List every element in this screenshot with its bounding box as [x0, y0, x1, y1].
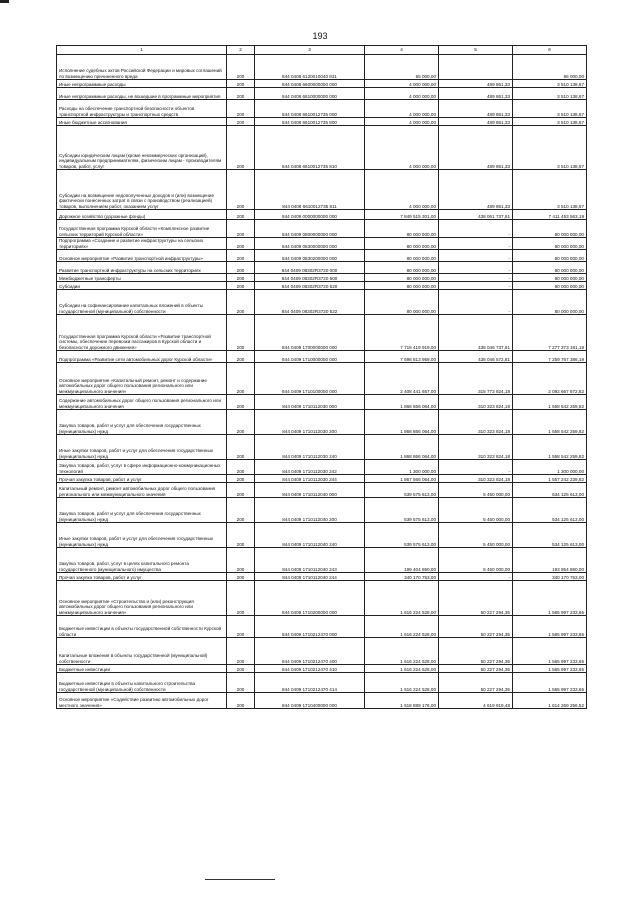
- row-remainder: 80 000 000,00: [513, 250, 587, 262]
- table-row: [57, 693, 587, 709]
- row-remainder: 1 558 542 259,82: [513, 435, 587, 460]
- row-executed: -: [439, 573, 513, 581]
- table-row: [57, 118, 587, 126]
- row-code: 844 0409 0830200000 000: [255, 250, 365, 262]
- row-executed: 5 450 000,00: [439, 548, 513, 573]
- table-row: [57, 665, 587, 673]
- row-code: 844 0409 08302R3720 520: [255, 282, 365, 290]
- row-grbs: 200: [227, 220, 255, 238]
- row-executed: 50 227 294,35: [439, 581, 513, 616]
- table-row: [57, 80, 587, 88]
- table-row: [57, 250, 587, 262]
- header-col-5: 5: [439, 46, 513, 55]
- row-executed: 438 061 737,81: [439, 210, 513, 220]
- row-remainder: 2 092 667 872,82: [513, 363, 587, 395]
- row-name: Субсидии на софинансирование капитальных вложений в объекты государственной (муниципальной) собственности: [57, 290, 227, 315]
- row-grbs: 200: [227, 616, 255, 638]
- row-code: 844 0409 1710112030 200: [255, 410, 365, 435]
- row-plan: 4 000 000,00: [365, 100, 439, 118]
- row-plan: 1 868 866 064,00: [365, 410, 439, 435]
- row-name: Закупка товаров, работ, услуг в целях капитального ремонта государственного (муниципального) имущества: [57, 548, 227, 573]
- row-plan: 1 616 224 528,00: [365, 581, 439, 616]
- row-plan: 4 000 000,00: [365, 170, 439, 210]
- row-grbs: 200: [227, 395, 255, 410]
- row-executed: 489 861,33: [439, 118, 513, 126]
- row-plan: 539 575 613,00: [365, 523, 439, 548]
- table-header-row: [57, 46, 587, 55]
- row-remainder: 3 510 138,67: [513, 118, 587, 126]
- row-remainder: 340 170 753,00: [513, 573, 587, 581]
- row-remainder: 1 558 542 259,82: [513, 410, 587, 435]
- row-remainder: 3 510 138,67: [513, 80, 587, 88]
- row-remainder: 1 565 997 233,65: [513, 673, 587, 693]
- row-name: Прочая закупка товаров, работ и услуг: [57, 573, 227, 581]
- row-remainder: 1 565 997 233,65: [513, 581, 587, 616]
- row-grbs: 200: [227, 100, 255, 118]
- row-remainder: 534 125 613,00: [513, 483, 587, 498]
- row-plan: 4 000 000,00: [365, 88, 439, 100]
- table-row: [57, 315, 587, 351]
- row-plan: 80 000 000,00: [365, 274, 439, 282]
- table-row: [57, 363, 587, 395]
- row-code: 844 0408 6610012735 800: [255, 118, 365, 126]
- header-col-4: 4: [365, 46, 439, 55]
- row-plan: 1 616 224 528,00: [365, 638, 439, 665]
- row-plan: 7 698 813 959,00: [365, 351, 439, 363]
- row-grbs: 200: [227, 88, 255, 100]
- row-grbs: 200: [227, 581, 255, 616]
- row-plan: 1 616 224 528,00: [365, 616, 439, 638]
- row-executed: 310 323 824,18: [439, 395, 513, 410]
- row-plan: 2 408 441 657,00: [365, 363, 439, 395]
- row-code: 844 0409 1710200000 000: [255, 581, 365, 616]
- row-grbs: 200: [227, 548, 255, 573]
- row-code: 844 0409 1710212470 000: [255, 616, 365, 638]
- row-grbs: 200: [227, 55, 255, 80]
- row-executed: 50 227 294,35: [439, 638, 513, 665]
- row-name: Иные закупки товаров, работ и услуг для обеспечения государственных (муниципальных) нужд: [57, 435, 227, 460]
- table-row: [57, 238, 587, 250]
- row-name: Бюджетные инвестиции: [57, 665, 227, 673]
- row-executed: 50 227 294,35: [439, 673, 513, 693]
- row-executed: 310 323 824,18: [439, 475, 513, 483]
- row-code: 844 0409 1710112040 244: [255, 573, 365, 581]
- row-grbs: 200: [227, 693, 255, 709]
- table-row: [57, 126, 587, 170]
- row-grbs: 200: [227, 238, 255, 250]
- table-row: [57, 55, 587, 80]
- row-remainder: 1 558 542 259,82: [513, 395, 587, 410]
- row-plan: 340 170 753,00: [365, 573, 439, 581]
- row-executed: 489 861,33: [439, 88, 513, 100]
- row-code: 844 0409 08302R3720 500: [255, 274, 365, 282]
- row-remainder: 1 565 997 233,65: [513, 616, 587, 638]
- row-executed: 489 861,33: [439, 170, 513, 210]
- row-name: Субсидии на возмещение недополученных доходов и (или) возмещение фактически понесенных затрат в связи с производством (реализацией) товаров, выполнением работ, оказанием услуг: [57, 170, 227, 210]
- row-remainder: 3 510 138,67: [513, 126, 587, 170]
- row-grbs: 200: [227, 483, 255, 498]
- row-grbs: 200: [227, 460, 255, 475]
- row-name: Подпрограмма «Создание и развитие инфраструктуры на сельских территориях»: [57, 238, 227, 250]
- row-name: Капитальные вложения в объекты государственной (муниципальной) собственности: [57, 638, 227, 665]
- row-grbs: 200: [227, 262, 255, 274]
- row-code: 844 0409 0830000000 000: [255, 238, 365, 250]
- header-col-6: 6: [513, 46, 587, 55]
- row-grbs: 200: [227, 363, 255, 395]
- row-plan: 1 868 866 064,00: [365, 395, 439, 410]
- row-remainder: 3 510 138,67: [513, 88, 587, 100]
- row-code: 844 0408 6610012735 810: [255, 126, 365, 170]
- row-remainder: 193 954 860,00: [513, 548, 587, 573]
- scan-corner-mark: [0, 0, 9, 3]
- table-row: [57, 170, 587, 210]
- row-name: Основное мероприятие «Развитие транспортной инфраструктуры»: [57, 250, 227, 262]
- row-code: 844 0408 6610012735 811: [255, 170, 365, 210]
- row-name: Основное мероприятие «Строительство и (или) реконструкция автомобильных дорог общего пользования регионального или межмуниципального значения»: [57, 581, 227, 616]
- row-grbs: 200: [227, 573, 255, 581]
- table-row: [57, 638, 587, 665]
- row-grbs: 200: [227, 351, 255, 363]
- row-code: 844 0409 1710000000 000: [255, 351, 365, 363]
- table-row: [57, 573, 587, 581]
- row-plan: 7 715 419 919,00: [365, 315, 439, 351]
- row-remainder: 1 565 997 233,65: [513, 638, 587, 665]
- row-executed: 438 046 572,81: [439, 351, 513, 363]
- row-name: Иные непрограммные расходы: [57, 80, 227, 88]
- row-plan: 80 000 000,00: [365, 238, 439, 250]
- row-plan: 80 000 000,00: [365, 290, 439, 315]
- row-name: Субсидии юридическим лицам (кроме некоммерческих организаций), индивидуальным предпринимателям, физическим лицам - производителям товаров, работ, услуг: [57, 126, 227, 170]
- row-name: Иные непрограммные расходы, не вошедшие в программные мероприятия: [57, 88, 227, 100]
- row-code: 844 0409 0000000000 000: [255, 210, 365, 220]
- row-plan: 4 000 000,00: [365, 126, 439, 170]
- row-code: 844 0409 1710100000 000: [255, 363, 365, 395]
- table-row: [57, 290, 587, 315]
- row-name: Прочая закупка товаров, работ и услуг: [57, 475, 227, 483]
- row-name: Бюджетные инвестиции в объекты государственной собственности Курской области: [57, 616, 227, 638]
- table-row: [57, 100, 587, 118]
- row-executed: 438 046 737,81: [439, 315, 513, 351]
- row-code: 844 0409 08302R3720 000: [255, 262, 365, 274]
- row-plan: 7 849 515 301,00: [365, 210, 439, 220]
- row-code: 844 0409 1710112030 244: [255, 475, 365, 483]
- row-grbs: 200: [227, 475, 255, 483]
- table-row: [57, 616, 587, 638]
- row-grbs: 200: [227, 250, 255, 262]
- row-remainder: 1 557 242 239,82: [513, 475, 587, 483]
- row-name: Закупка товаров, работ и услуг для обеспечения государственных (муниципальных) нужд: [57, 410, 227, 435]
- row-plan: 1 616 224 528,00: [365, 673, 439, 693]
- row-code: 844 0409 08302R3720 522: [255, 290, 365, 315]
- row-name: Государственная программа Курской области «Комплексное развитие сельских территорий Курской области»: [57, 220, 227, 238]
- row-executed: -: [439, 238, 513, 250]
- row-executed: -: [439, 262, 513, 274]
- row-executed: 50 227 294,35: [439, 665, 513, 673]
- row-remainder: 7 277 373 181,19: [513, 315, 587, 351]
- row-code: 844 0408 6610000000 000: [255, 88, 365, 100]
- row-plan: 4 000 000,00: [365, 118, 439, 126]
- row-code: 844 0408 6600000000 000: [255, 80, 365, 88]
- row-remainder: 80 000 000,00: [513, 262, 587, 274]
- row-executed: -: [439, 460, 513, 475]
- row-grbs: 200: [227, 80, 255, 88]
- row-remainder: 1 614 269 256,52: [513, 693, 587, 709]
- row-name: Субсидии: [57, 282, 227, 290]
- row-executed: 310 323 824,18: [439, 435, 513, 460]
- row-name: Основное мероприятие «Содействие развитию автомобильных дорог местного значения»: [57, 693, 227, 709]
- row-code: 844 0409 1710112040 000: [255, 483, 365, 498]
- row-executed: 310 323 824,18: [439, 410, 513, 435]
- row-grbs: 200: [227, 282, 255, 290]
- row-plan: 539 575 613,00: [365, 498, 439, 523]
- row-grbs: 200: [227, 126, 255, 170]
- row-remainder: 7 411 453 563,19: [513, 210, 587, 220]
- row-grbs: 200: [227, 170, 255, 210]
- table-row: [57, 282, 587, 290]
- table-row: [57, 498, 587, 523]
- row-grbs: 200: [227, 665, 255, 673]
- row-plan: 80 000 000,00: [365, 282, 439, 290]
- row-executed: -: [439, 220, 513, 238]
- row-executed: 5 450 000,00: [439, 498, 513, 523]
- row-grbs: 200: [227, 435, 255, 460]
- row-name: Иные бюджетные ассигнования: [57, 118, 227, 126]
- row-plan: 1 300 000,00: [365, 460, 439, 475]
- row-remainder: 534 125 613,00: [513, 523, 587, 548]
- header-col-2: 2: [227, 46, 255, 55]
- row-grbs: 200: [227, 274, 255, 282]
- row-grbs: 200: [227, 410, 255, 435]
- row-grbs: 200: [227, 523, 255, 548]
- row-executed: 489 861,33: [439, 100, 513, 118]
- row-remainder: 80 000 000,00: [513, 290, 587, 315]
- row-executed: -: [439, 250, 513, 262]
- row-plan: 539 575 613,00: [365, 483, 439, 498]
- row-code: 844 0409 1710112030 242: [255, 460, 365, 475]
- row-plan: 1 868 866 064,00: [365, 435, 439, 460]
- row-plan: 80 000 000,00: [365, 220, 439, 238]
- row-name: Дорожное хозяйство (дорожные фонды): [57, 210, 227, 220]
- budget-table: [56, 45, 587, 709]
- row-code: 844 0409 0800000000 000: [255, 220, 365, 238]
- row-name: Закупка товаров, работ, услуг в сфере информационно-коммуникационных технологий: [57, 460, 227, 475]
- row-executed: -: [439, 290, 513, 315]
- row-remainder: 1 565 997 233,65: [513, 665, 587, 673]
- footer-rule: [205, 879, 275, 880]
- row-executed: -: [439, 282, 513, 290]
- page-number: 193: [312, 31, 328, 41]
- row-remainder: 534 125 613,00: [513, 498, 587, 523]
- row-grbs: 200: [227, 673, 255, 693]
- row-code: 844 0409 1710212470 410: [255, 665, 365, 673]
- row-code: 844 0408 6120010040 831: [255, 55, 365, 80]
- row-name: Закупка товаров, работ и услуг для обеспечения государственных (муниципальных) нужд: [57, 498, 227, 523]
- row-code: 844 0409 1710112030 000: [255, 395, 365, 410]
- row-executed: 5 450 000,00: [439, 523, 513, 548]
- row-remainder: 7 259 767 386,19: [513, 351, 587, 363]
- row-executed: 489 861,33: [439, 80, 513, 88]
- row-executed: 50 227 294,35: [439, 616, 513, 638]
- row-name: Расходы на обеспечение транспортной безопасности объектов транспортной инфраструктуры и транспортных средств: [57, 100, 227, 118]
- table-row: [57, 88, 587, 100]
- table-row: [57, 351, 587, 363]
- row-name: Исполнение судебных актов Российской Федерации и мировых соглашений по возмещению причиненного вреда: [57, 55, 227, 80]
- row-name: Основное мероприятие «Капитальный ремонт, ремонт и содержание автомобильных дорог общего пользования регионального или межмуниципального значения»: [57, 363, 227, 395]
- row-name: Содержание автомобильных дорог общего пользования регионального или межмуниципального значения: [57, 395, 227, 410]
- table-row: [57, 395, 587, 410]
- header-col-3: 3: [255, 46, 365, 55]
- row-remainder: 3 510 138,67: [513, 170, 587, 210]
- row-plan: 80 000 000,00: [365, 250, 439, 262]
- table-row: [57, 523, 587, 548]
- row-name: Капитальный ремонт, ремонт автомобильных дорог общего пользования регионального или межмуниципального значения: [57, 483, 227, 498]
- table-row: [57, 262, 587, 274]
- row-plan: 199 404 860,00: [365, 548, 439, 573]
- row-name: Бюджетные инвестиции в объекты капитального строительства государственной (муниципальной) собственности: [57, 673, 227, 693]
- table-row: [57, 274, 587, 282]
- table-row: [57, 210, 587, 220]
- row-executed: -: [439, 274, 513, 282]
- table-row: [57, 410, 587, 435]
- table-row: [57, 220, 587, 238]
- row-code: 844 0408 6610012735 000: [255, 100, 365, 118]
- row-plan: 1 618 889 176,00: [365, 693, 439, 709]
- row-plan: 4 000 000,00: [365, 80, 439, 88]
- row-name: Иные закупки товаров, работ и услуг для обеспечения государственных (муниципальных) нужд: [57, 523, 227, 548]
- row-executed: 5 450 000,00: [439, 483, 513, 498]
- row-code: 844 0409 1700000000 000: [255, 315, 365, 351]
- row-remainder: 3 510 138,67: [513, 100, 587, 118]
- row-executed: [439, 55, 513, 80]
- row-executed: 315 773 824,18: [439, 363, 513, 395]
- row-grbs: 200: [227, 315, 255, 351]
- row-code: 844 0409 1710400000 000: [255, 693, 365, 709]
- row-remainder: 80 000 000,00: [513, 220, 587, 238]
- table-row: [57, 475, 587, 483]
- row-plan: 1 867 566 064,00: [365, 475, 439, 483]
- row-executed: 489 861,33: [439, 126, 513, 170]
- row-code: 844 0409 1710212470 414: [255, 673, 365, 693]
- row-remainder: 80 000 000,00: [513, 238, 587, 250]
- row-name: Развитие транспортной инфраструктуры на сельских территориях: [57, 262, 227, 274]
- row-remainder: 80 000 000,00: [513, 274, 587, 282]
- row-code: 844 0409 1710112030 240: [255, 435, 365, 460]
- row-name: Подпрограмма «Развитие сети автомобильных дорог Курской области»: [57, 351, 227, 363]
- row-code: 844 0409 1710112040 200: [255, 498, 365, 523]
- row-grbs: 200: [227, 118, 255, 126]
- row-grbs: 200: [227, 498, 255, 523]
- row-code: 844 0409 1710112040 243: [255, 548, 365, 573]
- table-row: [57, 483, 587, 498]
- row-plan: 1 616 224 528,00: [365, 665, 439, 673]
- row-grbs: 200: [227, 638, 255, 665]
- row-name: Межбюджетные трансферты: [57, 274, 227, 282]
- table-row: [57, 460, 587, 475]
- row-name: Государственная программа Курской области «Развитие транспортной системы, обеспечение перевозки пассажиров в Курской области и безопасности дорожного движения»: [57, 315, 227, 351]
- header-col-1: 1: [57, 46, 227, 55]
- row-code: 844 0409 1710212470 400: [255, 638, 365, 665]
- row-remainder: 1 300 000,00: [513, 460, 587, 475]
- row-executed: 4 619 919,48: [439, 693, 513, 709]
- table-row: [57, 581, 587, 616]
- row-remainder: 65 000,00: [513, 55, 587, 80]
- row-remainder: 80 000 000,00: [513, 282, 587, 290]
- row-grbs: 200: [227, 210, 255, 220]
- table-row: [57, 435, 587, 460]
- row-code: 844 0409 1710112040 240: [255, 523, 365, 548]
- row-plan: 65 000,00: [365, 55, 439, 80]
- table-row: [57, 548, 587, 573]
- row-grbs: 200: [227, 290, 255, 315]
- row-plan: 80 000 000,00: [365, 262, 439, 274]
- table-row: [57, 673, 587, 693]
